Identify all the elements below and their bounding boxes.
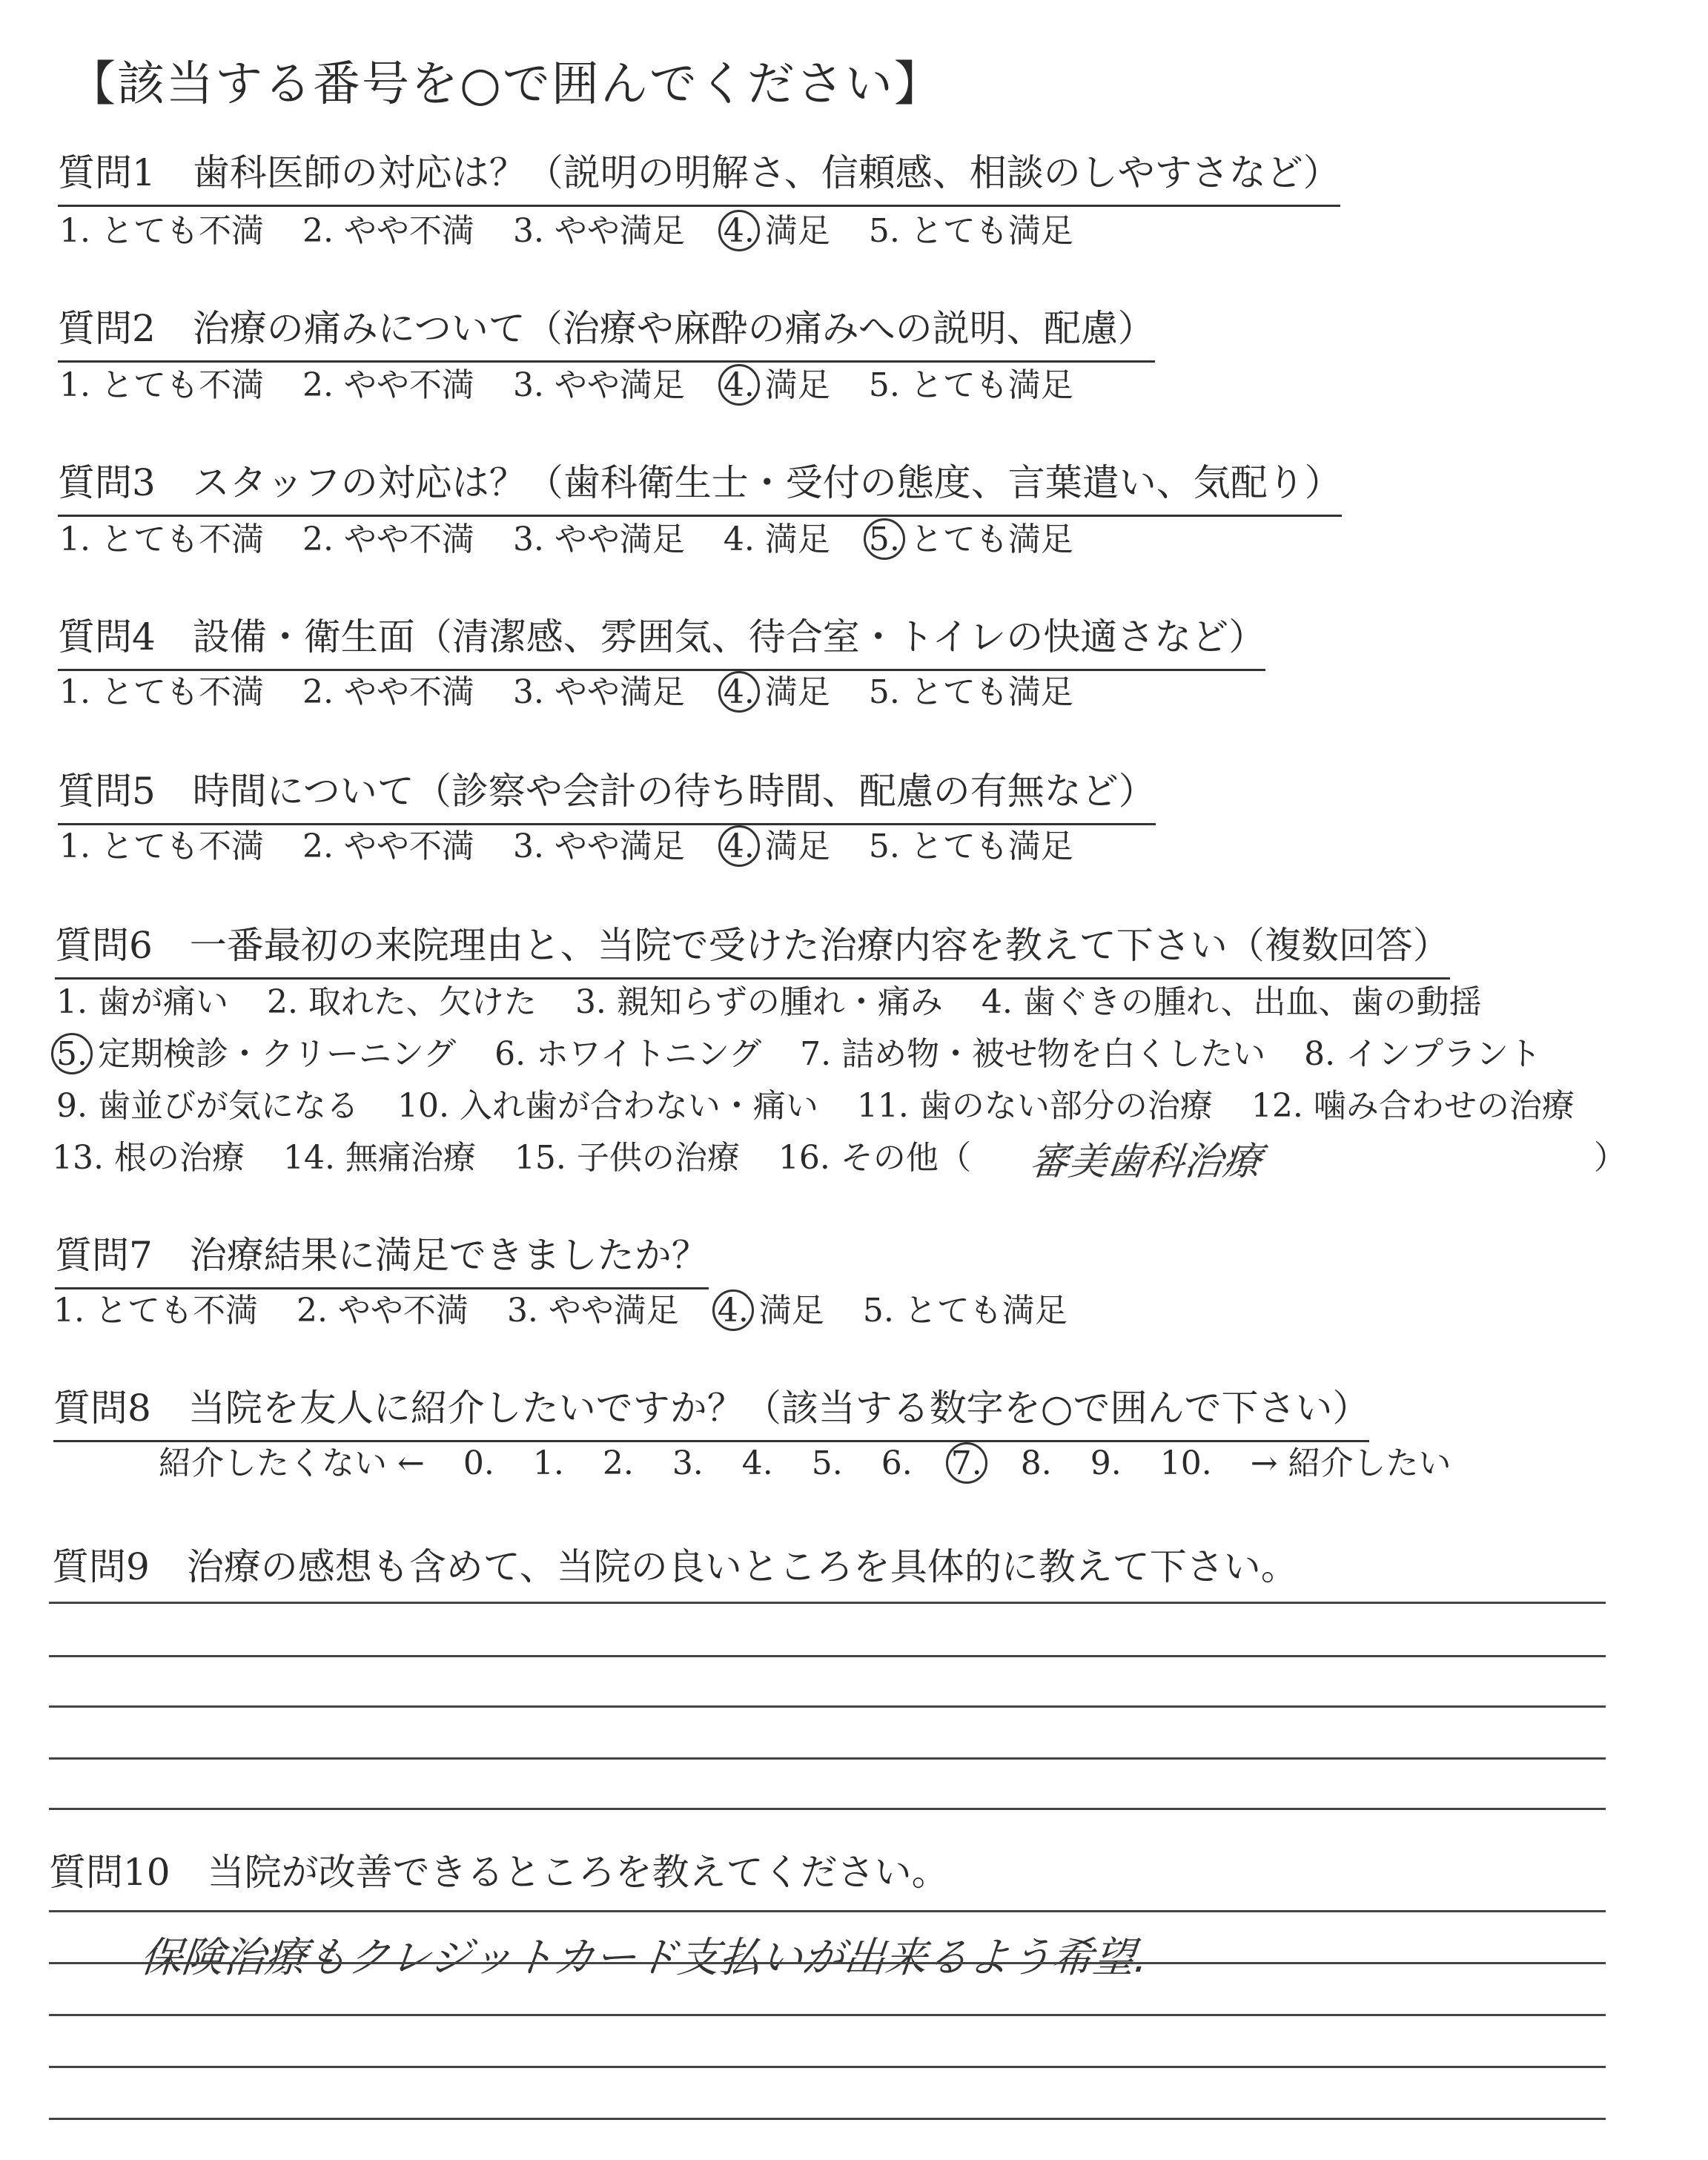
- q1-option-1[interactable]: 1. とても不満: [59, 212, 264, 250]
- q6-option-13[interactable]: 13. 根の治療: [52, 1139, 245, 1177]
- question-4-options: [59, 673, 1102, 711]
- q10-answer-line[interactable]: [49, 2066, 1606, 2068]
- q9-answer-line[interactable]: [49, 1655, 1606, 1657]
- q7-option-3[interactable]: 3. やや満足: [506, 1292, 679, 1330]
- q8-scale-1[interactable]: 1.: [532, 1444, 564, 1482]
- question-5-options: [59, 830, 1102, 863]
- q8-scale-right-label: → 紹介したい: [1250, 1444, 1452, 1482]
- q6-option-1[interactable]: 1. 歯が痛い: [56, 983, 228, 1021]
- question-6-row-2: [56, 1035, 1569, 1073]
- q3-option-1[interactable]: 1. とても不満: [59, 521, 264, 558]
- q5-option-2[interactable]: 2. やや不満: [302, 828, 474, 865]
- q6-option-15[interactable]: 15. 子供の治療: [514, 1139, 740, 1177]
- q6-option-9[interactable]: 9. 歯並びが気になる: [56, 1087, 359, 1125]
- question-6-heading: 質問6 一番最初の来院理由と、当院で受けた治療内容を教えて下さい（複数回答）: [55, 927, 1450, 980]
- q6-other-handwritten-answer[interactable]: 審美歯科治療: [1027, 1140, 1264, 1184]
- q9-answer-line[interactable]: [49, 1757, 1606, 1760]
- q4-option-1[interactable]: 1. とても不満: [59, 673, 264, 711]
- q3-option-2[interactable]: 2. やや不満: [302, 521, 474, 558]
- q6-option-11[interactable]: 11. 歯のない部分の治療: [856, 1087, 1213, 1125]
- q6-option-5-circled[interactable]: 5. 定期検診・クリーニング: [56, 1035, 457, 1073]
- q6-option-12[interactable]: 12. 噛み合わせの治療: [1251, 1087, 1575, 1125]
- q6-option-6[interactable]: 6. ホワイトニング: [494, 1035, 762, 1073]
- q4-option-2[interactable]: 2. やや不満: [302, 673, 474, 711]
- question-6-row-1: [56, 983, 1510, 1021]
- q4-option-4-circled[interactable]: 4. 満足: [723, 673, 830, 711]
- q6-option-8[interactable]: 8. インプラント: [1304, 1035, 1542, 1073]
- question-1-options: [59, 212, 1102, 250]
- question-8-scale: [159, 1444, 1480, 1482]
- q3-option-4[interactable]: 4. 満足: [723, 521, 830, 558]
- q9-answer-line[interactable]: [49, 1808, 1606, 1810]
- question-3-heading: 質問3 スタッフの対応は？（歯科衛生士・受付の態度、言葉遣い、気配り）: [58, 464, 1342, 517]
- q1-option-3[interactable]: 3. やや満足: [512, 212, 685, 250]
- q2-option-4-circled[interactable]: 4. 満足: [723, 366, 830, 404]
- q10-answer-line[interactable]: [49, 2118, 1606, 2120]
- q8-scale-0[interactable]: 0.: [463, 1444, 494, 1482]
- question-7-heading: 質問7 治療結果に満足できましたか？: [55, 1237, 709, 1289]
- q4-option-3[interactable]: 3. やや満足: [512, 673, 685, 711]
- question-5-heading: 質問5 時間について（診察や会計の待ち時間、配慮の有無など）: [58, 773, 1156, 825]
- question-3-options: [59, 521, 1102, 558]
- q5-option-1[interactable]: 1. とても不満: [59, 828, 264, 865]
- question-6-row-3: [56, 1087, 1603, 1125]
- question-10-heading: 質問10 当院が改善できるところを教えてください。: [49, 1851, 949, 1894]
- q6-option-14[interactable]: 14. 無痛治療: [282, 1139, 476, 1177]
- q6-other-close-paren: ）: [1594, 1139, 1626, 1177]
- q5-option-4-circled[interactable]: 4. 満足: [723, 828, 830, 865]
- q2-option-1[interactable]: 1. とても不満: [59, 366, 264, 404]
- question-7-options: [53, 1292, 1096, 1330]
- form-title: 【該当する番号を○で囲んでください】: [68, 57, 943, 112]
- q6-option-2[interactable]: 2. 取れた、欠けた: [266, 983, 537, 1021]
- question-9-heading: 質問9 治療の感想も含めて、当院の良いところを具体的に教えて下さい。: [52, 1545, 1298, 1588]
- q1-option-2[interactable]: 2. やや不満: [302, 212, 474, 250]
- q7-option-4-circled[interactable]: 4. 満足: [717, 1292, 824, 1330]
- question-6-row-4: [52, 1139, 999, 1177]
- q6-option-7[interactable]: 7. 詰め物・被せ物を白くしたい: [800, 1035, 1266, 1073]
- q6-option-4[interactable]: 4. 歯ぐきの腫れ、出血、歯の動揺: [981, 983, 1482, 1021]
- q10-answer-line[interactable]: [49, 1910, 1606, 1912]
- q6-option-10[interactable]: 10. 入れ歯が合わない・痛い: [397, 1087, 818, 1125]
- q8-scale-5[interactable]: 5.: [811, 1444, 843, 1482]
- q6-option-3[interactable]: 3. 親知らずの腫れ・痛み: [575, 983, 943, 1021]
- q9-answer-line[interactable]: [49, 1705, 1606, 1708]
- q7-option-2[interactable]: 2. やや不満: [296, 1292, 469, 1330]
- q2-option-3[interactable]: 3. やや満足: [512, 366, 685, 404]
- question-4-heading: 質問4 設備・衛生面（清潔感、雰囲気、待合室・トイレの快適さなど）: [58, 618, 1265, 671]
- q8-scale-4[interactable]: 4.: [741, 1444, 773, 1482]
- q2-option-2[interactable]: 2. やや不満: [302, 366, 474, 404]
- q8-scale-6[interactable]: 6.: [881, 1444, 913, 1482]
- q9-answer-line[interactable]: [49, 1602, 1606, 1604]
- q3-option-5-circled[interactable]: 5. とても満足: [868, 521, 1073, 558]
- q8-scale-2[interactable]: 2.: [602, 1444, 634, 1482]
- q7-option-1[interactable]: 1. とても不満: [53, 1292, 258, 1330]
- question-1-heading: 質問1 歯科医師の対応は？（説明の明解さ、信頼感、相談のしやすさなど）: [58, 154, 1340, 207]
- q8-scale-9[interactable]: 9.: [1090, 1444, 1122, 1482]
- q5-option-5[interactable]: 5. とても満足: [868, 828, 1073, 865]
- q4-option-5[interactable]: 5. とても満足: [868, 673, 1073, 711]
- q8-scale-7-circled[interactable]: 7.: [950, 1444, 982, 1482]
- question-2-heading: 質問2 治療の痛みについて（治療や麻酔の痛みへの説明、配慮）: [58, 310, 1155, 363]
- q5-option-3[interactable]: 3. やや満足: [512, 828, 685, 865]
- q8-scale-left-label: 紹介したくない ←: [159, 1444, 425, 1482]
- q8-scale-10[interactable]: 10.: [1159, 1444, 1212, 1482]
- q1-option-5[interactable]: 5. とても満足: [868, 212, 1073, 250]
- q7-option-5[interactable]: 5. とても満足: [862, 1292, 1068, 1330]
- q8-scale-3[interactable]: 3.: [672, 1444, 704, 1482]
- q2-option-5[interactable]: 5. とても満足: [868, 366, 1073, 404]
- question-2-options: [59, 366, 1102, 404]
- q10-answer-line[interactable]: [49, 1962, 1606, 1964]
- q6-option-16-other[interactable]: 16. その他（: [778, 1139, 971, 1177]
- q8-scale-8[interactable]: 8.: [1020, 1444, 1052, 1482]
- q10-answer-line[interactable]: [49, 2014, 1606, 2016]
- q1-option-4-circled[interactable]: 4. 満足: [723, 212, 830, 250]
- question-8-heading: 質問8 当院を友人に紹介したいですか？（該当する数字を○で囲んで下さい）: [53, 1390, 1369, 1442]
- q10-handwritten-answer[interactable]: 保険治療もクレジットカード支払いが出来るよう希望.: [138, 1934, 1151, 1982]
- q3-option-3[interactable]: 3. やや満足: [512, 521, 685, 558]
